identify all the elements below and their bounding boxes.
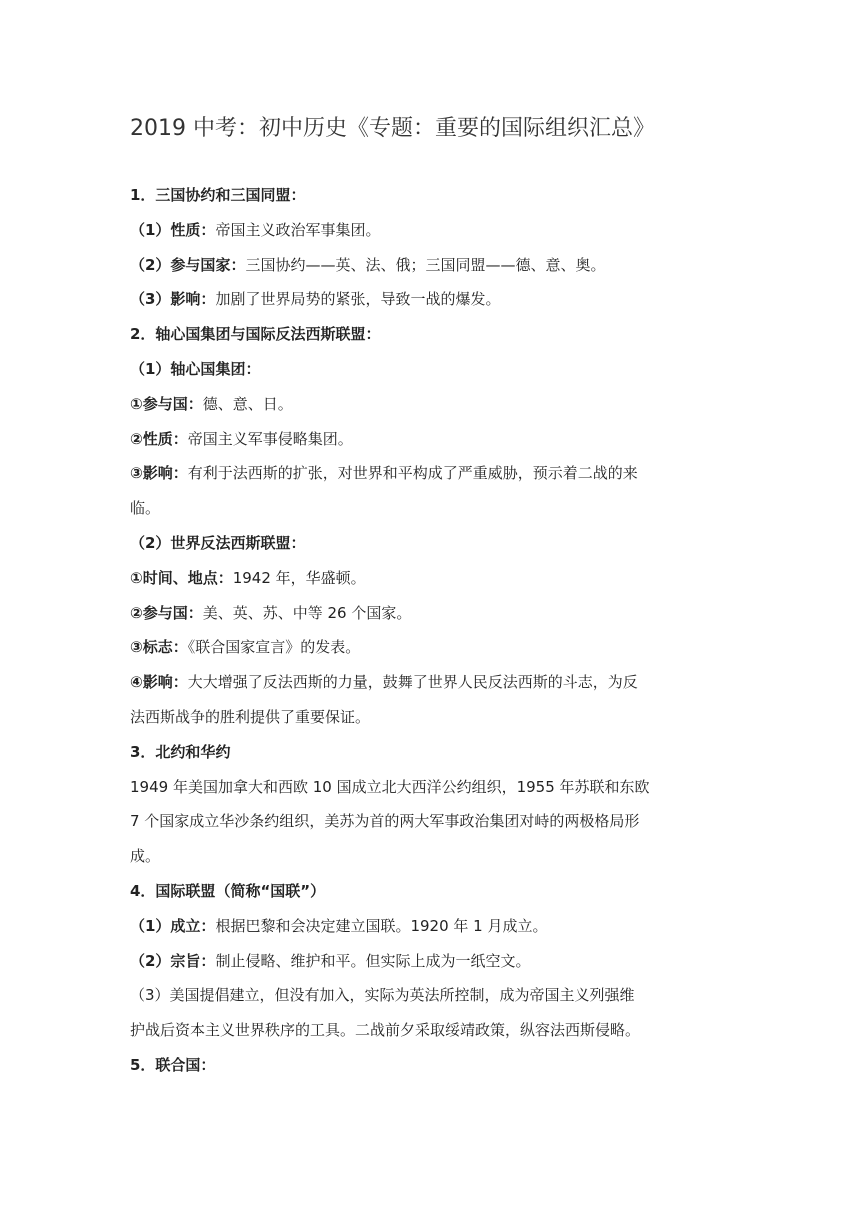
heading-text: 2．轴心国集团与国际反法西斯联盟： (130, 325, 381, 344)
section-1-item-1 (130, 213, 730, 248)
item-label: （3）影响： (130, 290, 216, 309)
section-2-b-item-1 (130, 561, 730, 596)
heading-text: 5．联合国： (130, 1055, 216, 1074)
item-text: 帝国主义政治军事集团。 (215, 220, 381, 239)
item-text: 《联合国家宣言》的发表。 (187, 638, 361, 657)
heading-text: 1．三国协约和三国同盟： (130, 186, 306, 204)
section-2-sub-2 (130, 526, 730, 561)
item-label: ①时间、地点： (130, 568, 233, 587)
item-text: 三国协约——英、法、俄；三国同盟——德、意、奥。 (245, 255, 606, 274)
section-3-text-line-1: 1949 年美国加拿大和西欧 10 国成立北大西洋公约组织，1955 年苏联和东欧 (130, 777, 650, 796)
section-2-a-item-1 (130, 387, 730, 422)
item-text: 1942 年，华盛顿。 (232, 568, 366, 587)
item-text: 加剧了世界局势的紧张，导致一战的爆发。 (215, 290, 501, 309)
item-label: ④影响： (130, 673, 188, 692)
heading-text: 4．国际联盟（简称“国联”） (130, 881, 326, 900)
document-body (130, 178, 730, 1083)
item-text: 德、意、日。 (202, 394, 293, 413)
section-2-b-item-2 (130, 596, 730, 631)
section-2-a-item-3-cont (130, 491, 730, 526)
item-label: （2）参与国家： (130, 255, 246, 274)
section-2-a-item-2 (130, 422, 730, 457)
item-text: 有利于法西斯的扩张，对世界和平构成了严重威胁，预示着二战的来 (187, 464, 638, 483)
section-3-text-line-3: 成。 (130, 847, 161, 866)
section-2-heading (130, 317, 730, 352)
section-2-sub-1 (130, 352, 730, 387)
section-3-text-line-2: 7 个国家成立华沙条约组织，美苏为首的两大军事政治集团对峙的两极格局形 (130, 812, 640, 831)
item-text: 法西斯战争的胜利提供了重要保证。 (130, 707, 371, 726)
section-1-heading (130, 178, 730, 213)
item-label: ②参与国： (130, 603, 203, 622)
item-label: ③标志： (130, 638, 188, 657)
item-label: ③影响： (130, 464, 188, 483)
item-text: 大大增强了反法西斯的力量，鼓舞了世界人民反法西斯的斗志，为反 (187, 673, 638, 692)
section-1-item-3 (130, 282, 730, 317)
section-5-heading (130, 1048, 730, 1083)
item-text: 临。 (130, 499, 161, 518)
section-2-b-item-4 (130, 665, 730, 700)
section-4-item-3-line-2: 护战后资本主义世界秩序的工具。二战前夕采取绥靖政策，纵容法西斯侵略。 (130, 1021, 641, 1040)
item-text: 美、英、苏、中等 26 个国家。 (202, 603, 412, 622)
item-text: 制止侵略、维护和平。但实际上成为一纸空文。 (215, 951, 531, 970)
item-label: （1）成立： (130, 916, 216, 935)
document-title: 2019 中考：初中历史《专题：重要的国际组织汇总》 (130, 116, 655, 141)
section-1-item-2 (130, 248, 730, 283)
section-4-item-2 (130, 944, 730, 979)
item-label: ②性质： (130, 429, 188, 448)
item-label: （1）性质： (130, 220, 216, 239)
section-4-item-3-line-1: （3）美国提倡建立，但没有加入，实际为英法所控制，成为帝国主义列强维 (130, 986, 635, 1005)
heading-text: 3．北约和华约 (130, 742, 231, 761)
subheading-text: （1）轴心国集团： (130, 359, 261, 378)
item-label: ①参与国： (130, 394, 203, 413)
item-text: 根据巴黎和会决定建立国联。1920 年 1 月成立。 (215, 916, 548, 935)
section-2-a-item-3 (130, 456, 730, 491)
section-2-b-item-3 (130, 630, 730, 665)
section-3-heading (130, 735, 730, 770)
item-label: （2）宗旨： (130, 951, 216, 970)
item-text: 帝国主义军事侵略集团。 (187, 429, 353, 448)
section-2-b-item-4-cont (130, 700, 730, 735)
subheading-text: （2）世界反法西斯联盟： (130, 533, 306, 552)
section-4-heading (130, 874, 730, 909)
section-4-item-1 (130, 909, 730, 944)
